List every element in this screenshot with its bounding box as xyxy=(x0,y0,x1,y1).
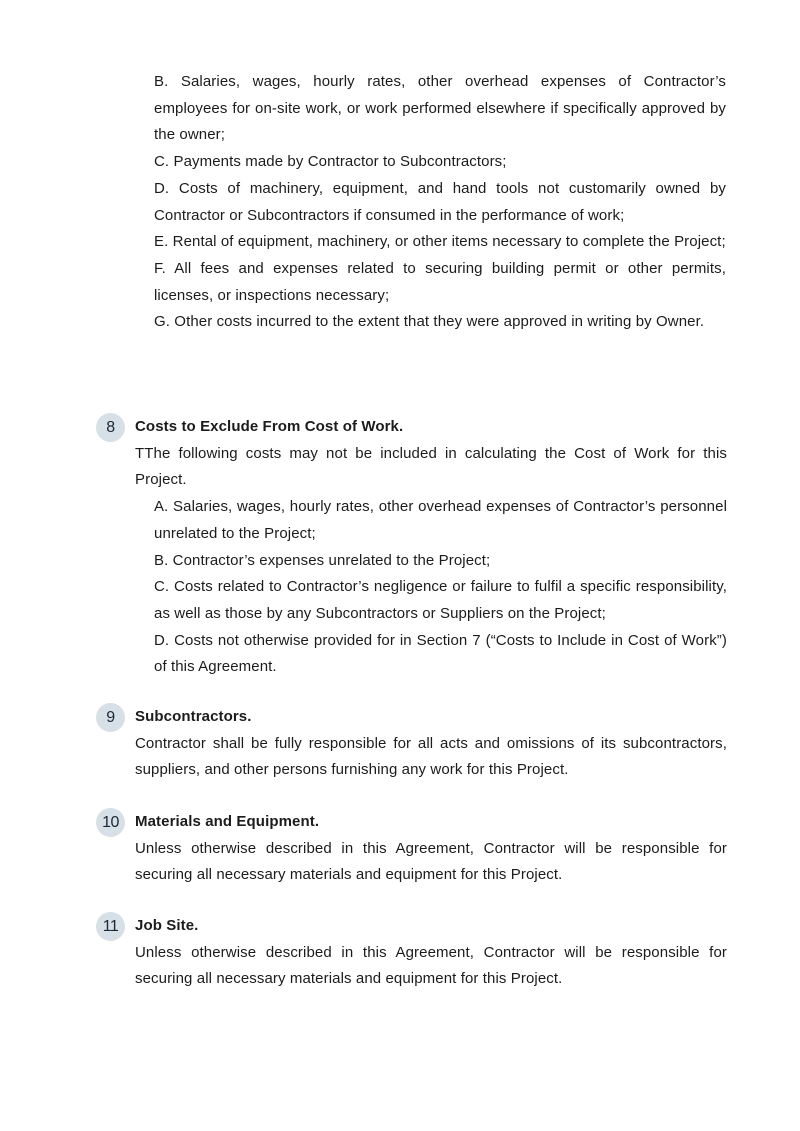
section-number-badge: 8 xyxy=(96,413,125,442)
section-number-badge: 11 xyxy=(96,912,125,941)
section-title: Job Site. xyxy=(135,917,199,934)
list-item: D. Costs not otherwise provided for in Section 7 (“Costs to Include in Cost of Work”) of this Agreement. xyxy=(154,631,727,676)
list-item: B. Contractor’s expenses unrelated to the Project; xyxy=(154,551,491,569)
section-title: Materials and Equipment. xyxy=(135,813,320,830)
section-number-badge: 9 xyxy=(96,703,125,732)
section-number-badge: 10 xyxy=(96,808,125,837)
section-body: Unless otherwise described in this Agreement, Contractor will be responsible for securing all necessary materials and equipment for this Project. xyxy=(135,943,727,988)
section-title: Subcontractors. xyxy=(135,708,252,725)
list-item: B. Salaries, wages, hourly rates, other overhead expenses of Contractor’s employees for on-site work, or work performed elsewhere if specifically approved by the owner; xyxy=(154,73,726,144)
list-item: E. Rental of equipment, machinery, or other items necessary to complete the Project; xyxy=(154,233,726,251)
list-item: D. Costs of machinery, equipment, and hand tools not customarily owned by Contractor or Subcontractors if consumed in the performance of work; xyxy=(154,179,726,224)
section-title: Costs to Exclude From Cost of Work. xyxy=(135,418,404,435)
list-item: G. Other costs incurred to the extent that they were approved in writing by Owner. xyxy=(154,313,705,331)
exclusion-list xyxy=(154,494,727,681)
section-content xyxy=(135,414,727,681)
section-body: Unless otherwise described in this Agreement, Contractor will be responsible for securing all necessary materials and equipment for this Project. xyxy=(135,839,727,884)
list-item: F. All fees and expenses related to securing building permit or other permits, licenses, or inspections necessary; xyxy=(154,259,726,304)
section-body: Contractor shall be fully responsible for all acts and omissions of its subcontractors, suppliers, and other persons furnishing any work for this Project. xyxy=(135,734,727,779)
section-content xyxy=(135,704,727,784)
cost-of-work-items-continued xyxy=(154,69,726,336)
list-item: C. Payments made by Contractor to Subcontractors; xyxy=(154,153,507,171)
section-content xyxy=(135,913,727,993)
list-item: C. Costs related to Contractor’s negligence or failure to fulfil a specific responsibility, as well as those by any Subcontractors or Suppliers on the Project; xyxy=(154,578,727,622)
list-item: A. Salaries, wages, hourly rates, other overhead expenses of Contractor’s personnel unrelated to the Project; xyxy=(154,498,727,542)
section-body: TThe following costs may not be included in calculating the Cost of Work for this Project. xyxy=(135,444,727,489)
section-content xyxy=(135,809,727,889)
